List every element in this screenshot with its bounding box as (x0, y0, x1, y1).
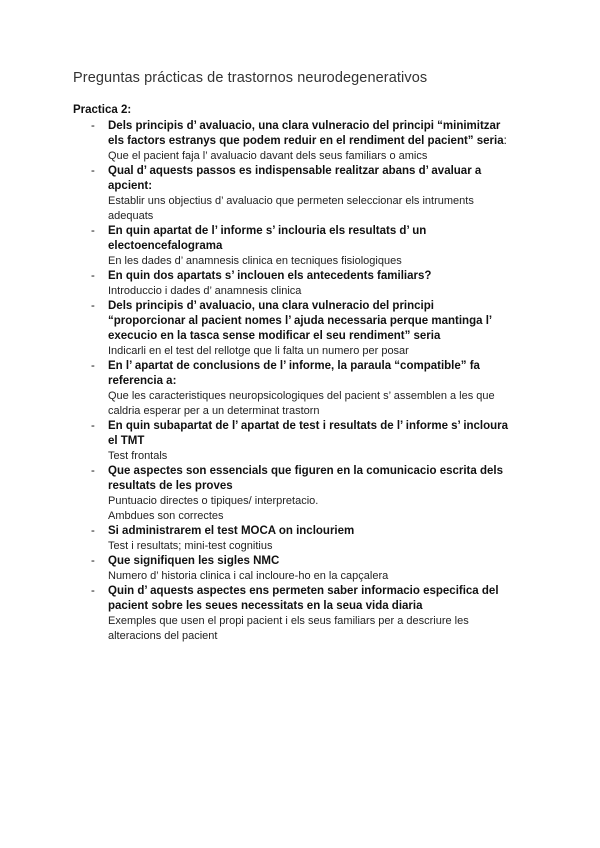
answer-text: En les dades d’ anamnesis clinica en tecniques fisiologiques (108, 255, 402, 267)
list-dash: - (91, 165, 95, 177)
question-item (73, 554, 513, 584)
list-dash: - (91, 120, 95, 132)
list-dash: - (91, 465, 95, 477)
question-text (108, 119, 513, 149)
answer-text: Test i resultats; mini-test cognitius (108, 540, 273, 552)
list-dash: - (91, 585, 95, 597)
answer-text: Que el pacient faja l’ avaluacio davant dels seus familiars o amics (108, 150, 428, 162)
question-item (73, 299, 513, 359)
list-dash: - (91, 300, 95, 312)
question-text (108, 269, 513, 284)
section-heading: Practica 2: (73, 104, 132, 116)
list-dash: - (91, 225, 95, 237)
question-label: Que aspectes son essencials que figuren en la comunicacio escrita dels resultats de les proves (108, 465, 503, 492)
question-item (73, 119, 513, 164)
question-label: Que signifiquen les sigles NMC (108, 555, 280, 567)
answer-text: Que les caracteristiques neuropsicologiques del pacient s’ assemblen a les que caldria esperar per a un determinat trastorn (108, 390, 495, 417)
question-label: En quin dos apartats s’ inclouen els antecedents familiars? (108, 270, 432, 282)
answer-text: Ambdues son correctes (108, 510, 224, 522)
list-dash: - (91, 360, 95, 372)
answer-text: Test frontals (108, 450, 168, 462)
question-item (73, 359, 513, 419)
answer-text: Exemples que usen el propi pacient i els seus familiars per a descriure les alteracions del pacient (108, 615, 469, 642)
question-item (73, 269, 513, 299)
question-item (73, 524, 513, 554)
question-text (108, 224, 513, 254)
question-text (108, 359, 513, 389)
list-dash: - (91, 420, 95, 432)
question-text (108, 524, 513, 539)
question-text (108, 164, 513, 194)
question-item (73, 164, 513, 224)
question-item (73, 584, 513, 644)
list-dash: - (91, 270, 95, 282)
question-item (73, 224, 513, 269)
question-item (73, 419, 513, 464)
question-label: Dels principis d’ avaluacio, una clara vulneracio del principi “proporcionar al pacient nomes l’ ajuda necessaria perque mantinga l’ execucio en la tasca sense modificar el seu rendiment” seria (108, 300, 492, 342)
question-label: Qual d’ aquests passos es indispensable realitzar abans d’ avaluar a apcient: (108, 165, 482, 192)
question-suffix: : (503, 135, 507, 147)
question-label: Dels principis d’ avaluacio, una clara vulneracio del principi “minimitzar els factors estranys que podem reduir en el rendiment del pacient” seria (108, 120, 504, 147)
question-label: En quin subapartat de l’ apartat de test i resultats de l’ informe s’ incloura el TMT (108, 420, 509, 447)
list-dash: - (91, 525, 95, 537)
question-text (108, 554, 513, 569)
question-text (108, 584, 513, 614)
question-label: Quin d’ aquests aspectes ens permeten saber informacio especifica del pacient sobre les seues necessitats en la seua vida diaria (108, 585, 499, 612)
question-text (108, 419, 513, 449)
document-title: Preguntas prácticas de trastornos neurodegenerativos (73, 70, 428, 86)
question-text (108, 299, 513, 344)
answer-text: Indicarli en el test del rellotge que li falta un numero per posar (108, 345, 409, 357)
answer-text: Numero d’ historia clinica i cal incloure-ho en la capçalera (108, 570, 389, 582)
list-dash: - (91, 555, 95, 567)
answer-text: Introduccio i dades d’ anamnesis clinica (108, 285, 302, 297)
question-label: Si administrarem el test MOCA on inclouriem (108, 525, 355, 537)
question-label: En l’ apartat de conclusions de l’ informe, la paraula “compatible” fa referencia a: (108, 360, 480, 387)
question-item (73, 464, 513, 524)
question-text (108, 464, 513, 494)
question-list (73, 119, 513, 644)
answer-text: Puntuacio directes o tipiques/ interpretacio. (108, 495, 319, 507)
question-label: En quin apartat de l’ informe s’ inclouria els resultats d’ un electoencefalograma (108, 225, 427, 252)
answer-text: Establir uns objectius d’ avaluacio que permeten seleccionar els intruments adequats (108, 195, 474, 222)
